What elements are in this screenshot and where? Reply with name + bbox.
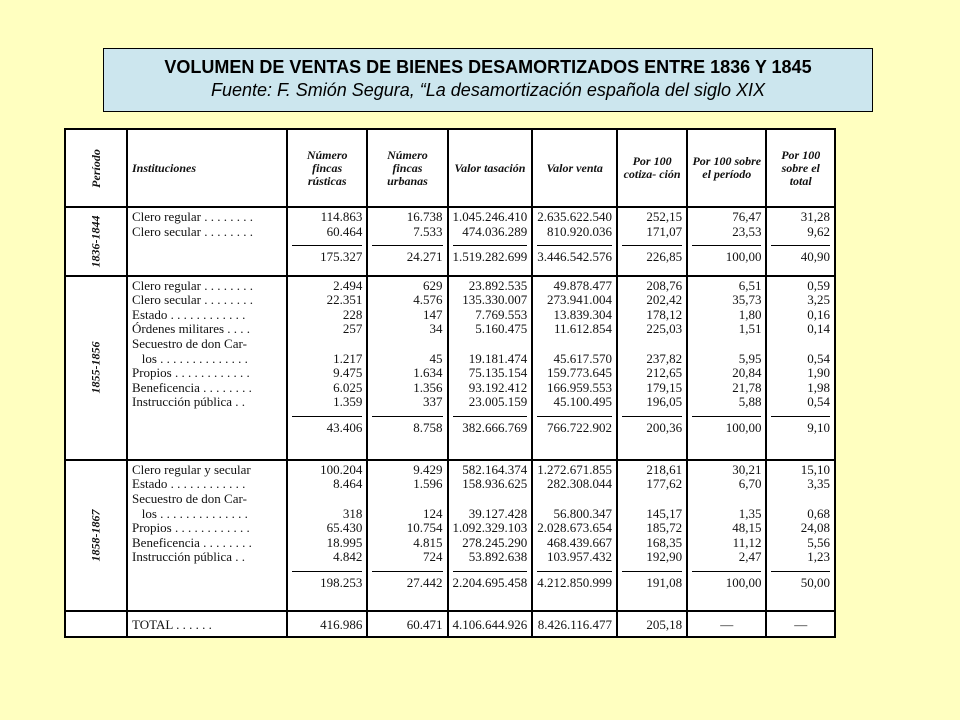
subtotal: 100,00	[692, 571, 761, 591]
subtotal: 24.271	[372, 245, 442, 265]
title-box	[103, 48, 873, 112]
header-row	[65, 129, 835, 207]
period-label: 1858-1867	[65, 460, 127, 611]
subtotal: 382.666.769	[453, 416, 528, 436]
values: 49.878.477 273.941.004 13.839.304 11.612.854 45.617.570 159.773.645 166.959.553 45.100.495	[547, 277, 613, 410]
source-citation: Fuente: F. Smión Segura, “La desamortización española del siglo XIX	[211, 80, 765, 100]
values: 16.738 7.533	[406, 209, 443, 239]
subtotal: 9,10	[771, 416, 830, 436]
sales-table	[64, 128, 836, 638]
values: 208,76 202,42 178,12 225,03 237,82 212,65 179,15 196,05	[646, 277, 683, 410]
period-label: 1836-1844	[65, 207, 127, 276]
cotizacion-cell	[617, 207, 687, 276]
subtotal: 226,85	[622, 245, 682, 265]
values: 2.635.622.540 810.920.036	[537, 209, 613, 239]
subtotal: 8.758	[372, 416, 442, 436]
col-header-periodo: Por 100 sobre el período	[687, 129, 766, 207]
total-total: —	[766, 611, 835, 637]
values: 31,28 9,62	[800, 209, 830, 239]
values: 76,47 23,53	[732, 209, 762, 239]
scanned-table	[64, 128, 836, 638]
values: 15,10 3,35 0,68 24,08 5,56 1,23	[800, 461, 830, 565]
total-periodo: —	[687, 611, 766, 637]
values: 1.045.246.410 474.036.289	[452, 209, 528, 239]
institutions-cell: Clero regular . . . . . . . . Clero secular . . . . . . . . Estado . . . . . . . . . . . . Órdenes militares . . . . Secuestro de don Car- los . . . . . . . . . . . . . . Propios . . . . . . . . . . . . Beneficencia . . . . . . . . Instrucción pública . .	[127, 276, 287, 460]
rusticas-cell	[287, 207, 367, 276]
cotizacion-cell	[617, 276, 687, 460]
subtotal: 4.212.850.999	[537, 571, 612, 591]
total-cell	[766, 276, 835, 460]
subtotal: 175.327	[292, 245, 362, 265]
period-label: 1855-1856	[65, 276, 127, 460]
subtotal: 40,90	[771, 245, 830, 265]
periodo-cell	[687, 276, 766, 460]
tasacion-cell	[448, 207, 533, 276]
col-header-venta: Valor venta	[532, 129, 617, 207]
subtotal: 100,00	[692, 416, 761, 436]
values: 582.164.374 158.936.625 39.127.428 1.092.329.103 278.245.290 53.892.638	[452, 461, 528, 565]
col-header-total: Por 100 sobre el total	[766, 129, 835, 207]
periodo-cell	[687, 460, 766, 611]
subtotal: 27.442	[372, 571, 442, 591]
total-urbanas: 60.471	[367, 611, 447, 637]
page-title: VOLUMEN DE VENTAS DE BIENES DESAMORTIZADOS ENTRE 1836 Y 1845	[164, 57, 812, 77]
subtotal: 198.253	[292, 571, 362, 591]
col-header-urbanas: Número fincas urbanas	[367, 129, 447, 207]
venta-cell	[532, 207, 617, 276]
values: 2.494 22.351 228 257 1.217 9.475 6.025 1.359	[326, 277, 363, 410]
subtotal: 1.519.282.699	[453, 245, 528, 265]
institutions-cell: Clero regular . . . . . . . . Clero secular . . . . . . . .	[127, 207, 287, 276]
total-tasacion: 4.106.644.926	[448, 611, 533, 637]
cotizacion-cell	[617, 460, 687, 611]
total-cotizacion: 205,18	[617, 611, 687, 637]
total-cell	[766, 460, 835, 611]
total-label: TOTAL . . . . . .	[127, 611, 287, 637]
venta-cell	[532, 276, 617, 460]
table-row	[65, 460, 835, 611]
values: 629 4.576 147 34 45 1.634 1.356 337	[413, 277, 443, 410]
subtotal: 50,00	[771, 571, 830, 591]
subtotal: 3.446.542.576	[537, 245, 612, 265]
values: 0,59 3,25 0,16 0,14 0,54 1,90 1,98 0,54	[807, 277, 830, 410]
total-row	[65, 611, 835, 637]
period-empty	[65, 611, 127, 637]
values: 6,51 35,73 1,80 1,51 5,95 20,84 21,78 5,88	[732, 277, 762, 410]
values: 30,21 6,70 1,35 48,15 11,12 2,47	[732, 461, 762, 565]
values: 218,61 177,62 145,17 185,72 168,35 192,90	[646, 461, 683, 565]
subtotal: 200,36	[622, 416, 682, 436]
total-venta: 8.426.116.477	[532, 611, 617, 637]
urbanas-cell	[367, 276, 447, 460]
periodo-cell	[687, 207, 766, 276]
venta-cell	[532, 460, 617, 611]
col-header-period: Período	[65, 129, 127, 207]
col-header-rusticas: Número fincas rústicas	[287, 129, 367, 207]
subtotal: 2.204.695.458	[453, 571, 528, 591]
subtotal: 191,08	[622, 571, 682, 591]
rusticas-cell	[287, 460, 367, 611]
col-header-cotizacion: Por 100 cotiza- ción	[617, 129, 687, 207]
values: 9.429 1.596 124 10.754 4.815 724	[406, 461, 443, 565]
total-cell	[766, 207, 835, 276]
values: 1.272.671.855 282.308.044 56.800.347 2.028.673.654 468.439.667 103.957.432	[537, 461, 613, 565]
values: 252,15 171,07	[646, 209, 683, 239]
rusticas-cell	[287, 276, 367, 460]
urbanas-cell	[367, 460, 447, 611]
subtotal: 100,00	[692, 245, 761, 265]
tasacion-cell	[448, 460, 533, 611]
total-rusticas: 416.986	[287, 611, 367, 637]
col-header-instituciones: Instituciones	[127, 129, 287, 207]
subtotal: 766.722.902	[537, 416, 612, 436]
table-row	[65, 276, 835, 460]
col-header-tasacion: Valor tasación	[448, 129, 533, 207]
tasacion-cell	[448, 276, 533, 460]
subtotal: 43.406	[292, 416, 362, 436]
values: 23.892.535 135.330.007 7.769.553 5.160.475 19.181.474 75.135.154 93.192.412 23.005.159	[462, 277, 528, 410]
values: 114.863 60.464	[320, 209, 363, 239]
urbanas-cell	[367, 207, 447, 276]
institutions-cell: Clero regular y secular Estado . . . . . . . . . . . . Secuestro de don Car- los . . . . . . . . . . . . . . Propios . . . . . . . . . . . . Beneficencia . . . . . . . . Instrucción pública . .	[127, 460, 287, 611]
table-row	[65, 207, 835, 276]
values: 100.204 8.464 318 65.430 18.995 4.842	[320, 461, 363, 565]
